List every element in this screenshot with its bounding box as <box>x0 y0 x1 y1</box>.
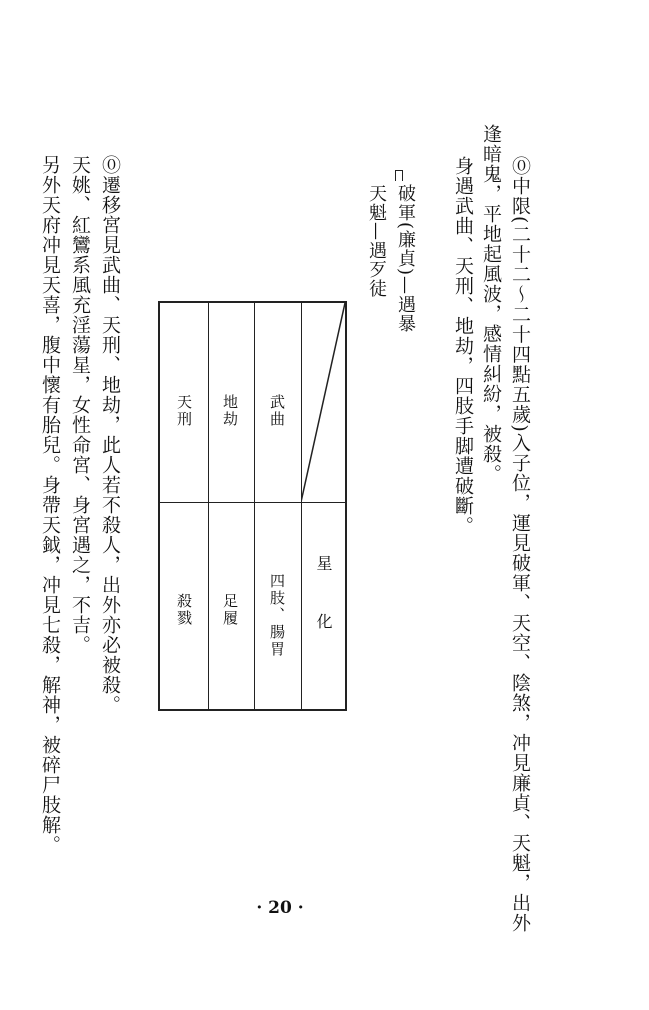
table-header-hua: 化 <box>314 613 333 631</box>
table-row-1-hua: 四肢、腸胃 <box>268 573 286 658</box>
paragraph-2-line-2: 天姚、紅鸞系風充淫蕩星，女性命宮、身宮遇之，不吉。 <box>69 155 91 655</box>
star-hua-table <box>158 301 347 711</box>
paragraph-1-line-2: 逢暗鬼，平地起風波，感情糾紛，被殺。 <box>480 124 502 484</box>
table-divider-1 <box>208 303 209 709</box>
paragraph-2-line-3: 另外天府冲見天喜，腹中懷有胎兒。身帶天鉞，冲見七殺，解神，被碎尸肢解。 <box>39 155 61 855</box>
table-divider-horizontal <box>160 502 345 503</box>
bracket-mark <box>395 170 403 181</box>
page-number: · 20 · <box>256 898 304 918</box>
paragraph-1-line-1: ⓪中限(二十二～二十四點五歲)入子位，運見破軍、天空、陰煞，冲見廉貞、天魁，出外 <box>509 156 531 933</box>
table-row-2-star: 地劫 <box>221 394 239 428</box>
table-header-star: 星 <box>314 555 333 573</box>
table-row-1-star: 武曲 <box>268 394 286 428</box>
table-row-3-hua: 殺戮 <box>175 593 193 627</box>
bracket-line-1: 破軍(廉貞)—遇暴 <box>395 184 416 334</box>
table-row-2-hua: 足履 <box>221 593 239 627</box>
bracket-line-2: 天魁—遇歹徒 <box>366 184 387 298</box>
paragraph-1-line-3: 身遇武曲、天刑、地劫，四肢手脚遭破斷。 <box>452 156 474 536</box>
paragraph-2-line-1: ⓪遷移宮見武曲、天刑、地劫，此人若不殺人，出外亦必被殺。 <box>99 155 121 715</box>
table-row-3-star: 天刑 <box>175 394 193 428</box>
table-diagonal <box>301 303 345 502</box>
table-divider-2 <box>254 303 255 709</box>
